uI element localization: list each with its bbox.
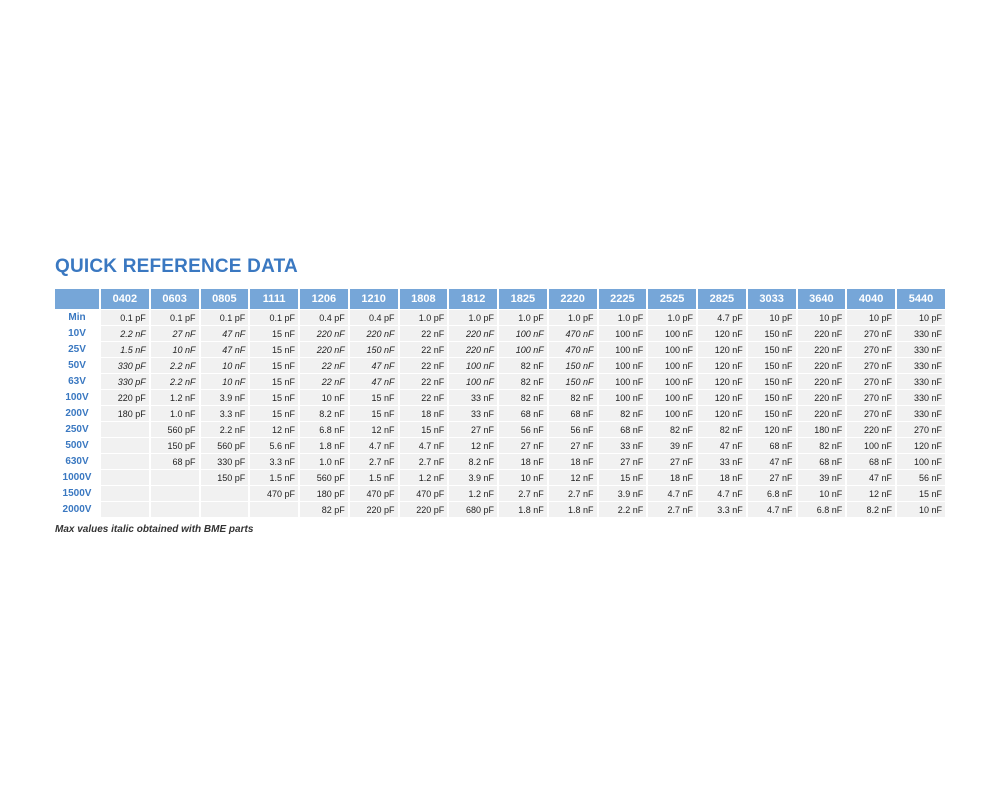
- table-cell: 2.2 nF: [101, 326, 149, 341]
- empty-cell: [101, 486, 149, 501]
- table-cell: 270 nF: [847, 342, 895, 357]
- table-row: [55, 422, 945, 437]
- table-cell: 68 nF: [549, 406, 597, 421]
- table-cell: 100 nF: [847, 438, 895, 453]
- table-cell: 220 nF: [798, 342, 846, 357]
- table-cell: 27 nF: [449, 422, 497, 437]
- table-header-row: [55, 289, 945, 309]
- table-cell: 10 nF: [499, 470, 547, 485]
- empty-cell: [151, 470, 199, 485]
- table-cell: 180 pF: [300, 486, 348, 501]
- table-cell: 0.1 pF: [250, 310, 298, 325]
- table-cell: 47 nF: [350, 358, 398, 373]
- table-cell: 33 nF: [449, 406, 497, 421]
- row-label: 630V: [55, 454, 99, 469]
- table-cell: 330 nF: [897, 374, 945, 389]
- table-cell: 220 nF: [449, 342, 497, 357]
- reference-table: [53, 288, 947, 518]
- table-cell: 27 nF: [748, 470, 796, 485]
- row-label: 1000V: [55, 470, 99, 485]
- table-cell: 15 nF: [250, 326, 298, 341]
- table-cell: 22 nF: [400, 374, 448, 389]
- table-cell: 470 pF: [400, 486, 448, 501]
- table-row: [55, 326, 945, 341]
- column-header: 3640: [798, 289, 846, 309]
- table-cell: 220 nF: [300, 326, 348, 341]
- table-cell: 39 nF: [648, 438, 696, 453]
- table-cell: 6.8 nF: [748, 486, 796, 501]
- table-cell: 1.0 nF: [151, 406, 199, 421]
- table-row: [55, 390, 945, 405]
- table-cell: 1.2 nF: [400, 470, 448, 485]
- table-cell: 150 nF: [748, 358, 796, 373]
- table-cell: 220 pF: [350, 502, 398, 517]
- table-cell: 330 nF: [897, 326, 945, 341]
- table-cell: 22 nF: [300, 374, 348, 389]
- table-cell: 15 nF: [350, 390, 398, 405]
- table-cell: 82 nF: [499, 374, 547, 389]
- table-cell: 220 nF: [798, 390, 846, 405]
- table-row: [55, 342, 945, 357]
- column-header: 0402: [101, 289, 149, 309]
- table-cell: 220 pF: [101, 390, 149, 405]
- table-body: [55, 310, 945, 517]
- table-cell: 120 nF: [698, 406, 746, 421]
- table-cell: 270 nF: [847, 374, 895, 389]
- table-cell: 560 pF: [151, 422, 199, 437]
- row-label: 250V: [55, 422, 99, 437]
- column-header: 1210: [350, 289, 398, 309]
- table-cell: 1.8 nF: [499, 502, 547, 517]
- table-cell: 100 nF: [499, 326, 547, 341]
- table-row: [55, 502, 945, 517]
- table-cell: 10 nF: [798, 486, 846, 501]
- table-cell: 15 nF: [599, 470, 647, 485]
- table-cell: 15 nF: [250, 358, 298, 373]
- table-cell: 2.7 nF: [400, 454, 448, 469]
- table-cell: 10 nF: [300, 390, 348, 405]
- table-cell: 270 nF: [847, 358, 895, 373]
- table-cell: 120 nF: [698, 374, 746, 389]
- table-cell: 15 nF: [250, 374, 298, 389]
- table-cell: 100 nF: [599, 326, 647, 341]
- table-cell: 100 nF: [897, 454, 945, 469]
- table-row: [55, 470, 945, 485]
- table-cell: 150 nF: [748, 390, 796, 405]
- table-cell: 12 nF: [250, 422, 298, 437]
- table-cell: 3.3 nF: [201, 406, 249, 421]
- table-cell: 8.2 nF: [847, 502, 895, 517]
- table-cell: 220 pF: [400, 502, 448, 517]
- table-cell: 0.1 pF: [151, 310, 199, 325]
- table-row: [55, 438, 945, 453]
- table-cell: 220 nF: [449, 326, 497, 341]
- table-cell: 15 nF: [250, 342, 298, 357]
- table-cell: 47 nF: [847, 470, 895, 485]
- table-cell: 22 nF: [400, 342, 448, 357]
- table-cell: 15 nF: [350, 406, 398, 421]
- table-cell: 1.0 pF: [449, 310, 497, 325]
- table-cell: 100 nF: [648, 374, 696, 389]
- table-cell: 27 nF: [599, 454, 647, 469]
- row-label: 1500V: [55, 486, 99, 501]
- column-header: 2525: [648, 289, 696, 309]
- table-cell: 18 nF: [400, 406, 448, 421]
- table-cell: 47 nF: [201, 326, 249, 341]
- table-cell: 33 nF: [449, 390, 497, 405]
- table-cell: 22 nF: [400, 390, 448, 405]
- table-cell: 82 nF: [648, 422, 696, 437]
- table-cell: 150 nF: [350, 342, 398, 357]
- table-cell: 10 nF: [897, 502, 945, 517]
- table-cell: 10 pF: [798, 310, 846, 325]
- table-cell: 560 pF: [201, 438, 249, 453]
- table-cell: 47 nF: [748, 454, 796, 469]
- table-cell: 10 nF: [201, 358, 249, 373]
- row-label: Min: [55, 310, 99, 325]
- table-cell: 3.3 nF: [698, 502, 746, 517]
- table-cell: 560 pF: [300, 470, 348, 485]
- table-cell: 150 pF: [201, 470, 249, 485]
- row-label: 2000V: [55, 502, 99, 517]
- table-cell: 120 nF: [897, 438, 945, 453]
- table-cell: 82 pF: [300, 502, 348, 517]
- table-cell: 330 pF: [101, 374, 149, 389]
- table-cell: 330 nF: [897, 342, 945, 357]
- table-cell: 4.7 nF: [748, 502, 796, 517]
- table-cell: 0.1 pF: [101, 310, 149, 325]
- column-header: 0805: [201, 289, 249, 309]
- table-cell: 150 nF: [748, 374, 796, 389]
- table-cell: 18 nF: [549, 454, 597, 469]
- table-cell: 27 nF: [151, 326, 199, 341]
- table-cell: 220 nF: [847, 422, 895, 437]
- table-cell: 2.2 nF: [151, 374, 199, 389]
- table-cell: 22 nF: [400, 326, 448, 341]
- table-cell: 100 nF: [599, 374, 647, 389]
- table-cell: 100 nF: [648, 406, 696, 421]
- table-row: [55, 358, 945, 373]
- table-cell: 10 nF: [201, 374, 249, 389]
- table-cell: 100 nF: [599, 342, 647, 357]
- table-cell: 0.1 pF: [201, 310, 249, 325]
- table-row: [55, 486, 945, 501]
- table-cell: 15 nF: [250, 390, 298, 405]
- table-cell: 330 pF: [201, 454, 249, 469]
- table-cell: 5.6 nF: [250, 438, 298, 453]
- table-cell: 82 nF: [798, 438, 846, 453]
- table-cell: 4.7 nF: [648, 486, 696, 501]
- table-cell: 2.7 nF: [549, 486, 597, 501]
- table-cell: 18 nF: [698, 470, 746, 485]
- table-cell: 1.0 nF: [300, 454, 348, 469]
- table-cell: 100 nF: [648, 390, 696, 405]
- table-cell: 220 nF: [798, 374, 846, 389]
- table-row: [55, 454, 945, 469]
- table-cell: 56 nF: [549, 422, 597, 437]
- table-cell: 0.4 pF: [350, 310, 398, 325]
- column-header: 0603: [151, 289, 199, 309]
- table-cell: 220 nF: [350, 326, 398, 341]
- table-cell: 82 nF: [499, 390, 547, 405]
- table-cell: 100 nF: [599, 358, 647, 373]
- table-cell: 12 nF: [350, 422, 398, 437]
- table-cell: 150 nF: [549, 374, 597, 389]
- table-cell: 10 pF: [847, 310, 895, 325]
- table-cell: 330 pF: [101, 358, 149, 373]
- column-header: 1206: [300, 289, 348, 309]
- table-cell: 3.9 nF: [449, 470, 497, 485]
- table-cell: 68 nF: [798, 454, 846, 469]
- table-cell: 39 nF: [798, 470, 846, 485]
- table-cell: 4.7 nF: [698, 486, 746, 501]
- table-row: [55, 310, 945, 325]
- column-header: 1825: [499, 289, 547, 309]
- table-cell: 68 nF: [599, 422, 647, 437]
- table-cell: 1.5 nF: [101, 342, 149, 357]
- table-cell: 56 nF: [499, 422, 547, 437]
- table-cell: 0.4 pF: [300, 310, 348, 325]
- quick-reference-section: [55, 256, 945, 535]
- table-cell: 10 pF: [897, 310, 945, 325]
- table-cell: 470 pF: [250, 486, 298, 501]
- table-cell: 470 pF: [350, 486, 398, 501]
- empty-cell: [250, 502, 298, 517]
- table-cell: 68 nF: [748, 438, 796, 453]
- table-cell: 47 nF: [698, 438, 746, 453]
- table-cell: 22 nF: [300, 358, 348, 373]
- table-cell: 3.9 nF: [599, 486, 647, 501]
- table-cell: 2.2 nF: [201, 422, 249, 437]
- table-cell: 150 nF: [748, 406, 796, 421]
- row-label: 10V: [55, 326, 99, 341]
- table-cell: 4.7 nF: [400, 438, 448, 453]
- row-label: 63V: [55, 374, 99, 389]
- column-header: 4040: [847, 289, 895, 309]
- table-cell: 27 nF: [648, 454, 696, 469]
- table-cell: 6.8 nF: [798, 502, 846, 517]
- column-header: 2225: [599, 289, 647, 309]
- table-cell: 150 nF: [748, 326, 796, 341]
- table-cell: 330 nF: [897, 358, 945, 373]
- table-cell: 18 nF: [499, 454, 547, 469]
- table-cell: 18 nF: [648, 470, 696, 485]
- table-cell: 47 nF: [350, 374, 398, 389]
- column-header: 1808: [400, 289, 448, 309]
- table-cell: 3.3 nF: [250, 454, 298, 469]
- table-cell: 1.0 pF: [549, 310, 597, 325]
- table-cell: 270 nF: [847, 406, 895, 421]
- table-cell: 100 nF: [648, 342, 696, 357]
- table-cell: 470 nF: [549, 342, 597, 357]
- table-cell: 220 nF: [300, 342, 348, 357]
- table-cell: 150 nF: [748, 342, 796, 357]
- table-cell: 180 nF: [798, 422, 846, 437]
- table-cell: 27 nF: [549, 438, 597, 453]
- table-cell: 68 pF: [151, 454, 199, 469]
- column-header: 1111: [250, 289, 298, 309]
- table-cell: 33 nF: [599, 438, 647, 453]
- empty-cell: [101, 470, 149, 485]
- table-cell: 8.2 nF: [300, 406, 348, 421]
- column-header: 5440: [897, 289, 945, 309]
- table-cell: 100 nF: [499, 342, 547, 357]
- table-cell: 680 pF: [449, 502, 497, 517]
- table-cell: 6.8 nF: [300, 422, 348, 437]
- table-cell: 330 nF: [897, 390, 945, 405]
- empty-cell: [151, 502, 199, 517]
- empty-cell: [201, 502, 249, 517]
- empty-cell: [101, 454, 149, 469]
- table-cell: 15 nF: [250, 406, 298, 421]
- footnote: Max values italic obtained with BME parts: [55, 524, 254, 535]
- table-row: [55, 374, 945, 389]
- table-cell: 1.8 nF: [300, 438, 348, 453]
- table-cell: 1.0 pF: [648, 310, 696, 325]
- table-cell: 2.7 nF: [499, 486, 547, 501]
- table-cell: 220 nF: [798, 358, 846, 373]
- table-cell: 470 nF: [549, 326, 597, 341]
- table-cell: 150 nF: [549, 358, 597, 373]
- table-cell: 2.7 nF: [350, 454, 398, 469]
- table-cell: 220 nF: [798, 326, 846, 341]
- table-cell: 120 nF: [748, 422, 796, 437]
- empty-cell: [201, 486, 249, 501]
- table-cell: 220 nF: [798, 406, 846, 421]
- table-cell: 82 nF: [549, 390, 597, 405]
- table-cell: 33 nF: [698, 454, 746, 469]
- table-cell: 3.9 nF: [201, 390, 249, 405]
- table-cell: 120 nF: [698, 342, 746, 357]
- column-header: 2220: [549, 289, 597, 309]
- page-title: QUICK REFERENCE DATA: [55, 256, 298, 277]
- table-cell: 2.7 nF: [648, 502, 696, 517]
- table-cell: 1.2 nF: [449, 486, 497, 501]
- table-cell: 2.2 nF: [599, 502, 647, 517]
- table-cell: 27 nF: [499, 438, 547, 453]
- table-cell: 270 nF: [847, 390, 895, 405]
- column-header: 3033: [748, 289, 796, 309]
- column-header: 2825: [698, 289, 746, 309]
- table-row: [55, 406, 945, 421]
- table-cell: 1.2 nF: [151, 390, 199, 405]
- table-cell: 82 nF: [499, 358, 547, 373]
- table-cell: 2.2 nF: [151, 358, 199, 373]
- table-cell: 47 nF: [201, 342, 249, 357]
- table-cell: 270 nF: [847, 326, 895, 341]
- row-label: 100V: [55, 390, 99, 405]
- table-cell: 12 nF: [449, 438, 497, 453]
- table-cell: 56 nF: [897, 470, 945, 485]
- table-cell: 1.0 pF: [599, 310, 647, 325]
- row-label: 500V: [55, 438, 99, 453]
- table-cell: 82 nF: [599, 406, 647, 421]
- table-cell: 15 nF: [400, 422, 448, 437]
- table-cell: 1.5 nF: [350, 470, 398, 485]
- table-cell: 1.5 nF: [250, 470, 298, 485]
- table-cell: 8.2 nF: [449, 454, 497, 469]
- table-cell: 100 nF: [648, 326, 696, 341]
- table-cell: 82 nF: [698, 422, 746, 437]
- table-cell: 150 pF: [151, 438, 199, 453]
- table-cell: 100 nF: [449, 358, 497, 373]
- empty-cell: [101, 438, 149, 453]
- table-cell: 68 nF: [499, 406, 547, 421]
- table-cell: 1.0 pF: [499, 310, 547, 325]
- row-label: 200V: [55, 406, 99, 421]
- table-cell: 1.8 nF: [549, 502, 597, 517]
- row-label: 50V: [55, 358, 99, 373]
- empty-cell: [151, 486, 199, 501]
- table-cell: 10 nF: [151, 342, 199, 357]
- row-label: 25V: [55, 342, 99, 357]
- table-cell: 100 nF: [648, 358, 696, 373]
- table-cell: 15 nF: [897, 486, 945, 501]
- table-cell: 4.7 nF: [350, 438, 398, 453]
- table-cell: 68 nF: [847, 454, 895, 469]
- table-cell: 100 nF: [599, 390, 647, 405]
- table-cell: 270 nF: [897, 422, 945, 437]
- table-cell: 120 nF: [698, 390, 746, 405]
- table-cell: 120 nF: [698, 326, 746, 341]
- table-cell: 100 nF: [449, 374, 497, 389]
- table-cell: 12 nF: [549, 470, 597, 485]
- column-header: 1812: [449, 289, 497, 309]
- empty-cell: [101, 422, 149, 437]
- table-cell: 10 pF: [748, 310, 796, 325]
- table-cell: 22 nF: [400, 358, 448, 373]
- table-cell: 12 nF: [847, 486, 895, 501]
- table-cell: 180 pF: [101, 406, 149, 421]
- table-cell: 1.0 pF: [400, 310, 448, 325]
- table-corner-cell: [55, 289, 99, 309]
- table-cell: 330 nF: [897, 406, 945, 421]
- table-cell: 120 nF: [698, 358, 746, 373]
- empty-cell: [101, 502, 149, 517]
- table-cell: 4.7 pF: [698, 310, 746, 325]
